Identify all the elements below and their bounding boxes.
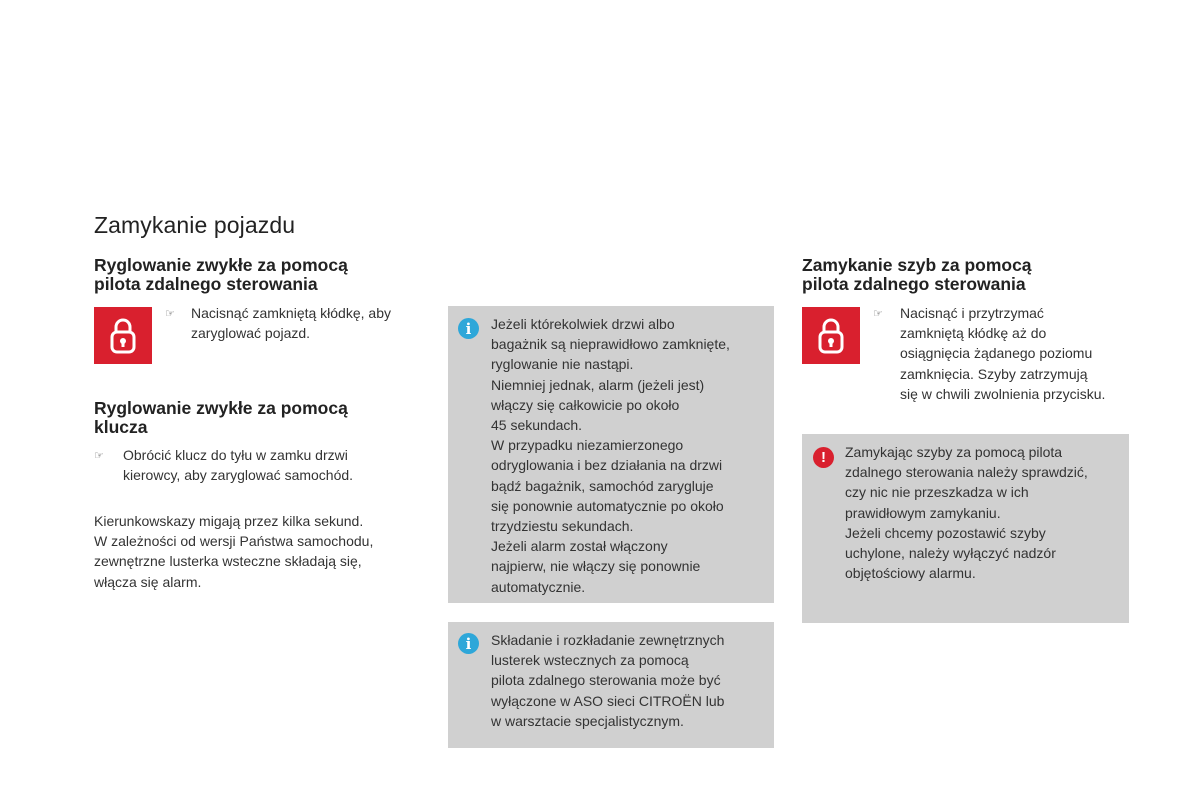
- note-line: pilota zdalnego sterowania może być: [491, 672, 721, 689]
- note-line: lusterek wstecznych za pomocą: [491, 652, 689, 669]
- info-icon: i: [458, 633, 479, 654]
- note-line: się ponownie automatycznie po około: [491, 497, 724, 514]
- section-title-remote-locking: [94, 256, 348, 294]
- paragraph-line: Kierunkowskazy migają przez kilka sekund.: [94, 513, 364, 529]
- instruction-key-lock: [94, 445, 414, 485]
- instruction-line: Obrócić klucz do tyłu w zamku drzwi: [123, 447, 348, 463]
- section-title-line: klucza: [94, 417, 148, 437]
- padlock-glyph: [108, 316, 138, 356]
- section-title-line: Zamykanie szyb za pomocą: [802, 255, 1032, 275]
- pointing-hand-icon: ☞: [94, 450, 104, 462]
- info-note-text: [491, 314, 730, 597]
- note-line: W przypadku niezamierzonego: [491, 437, 684, 454]
- info-note-text: [491, 630, 724, 731]
- note-line: prawidłowym zamykaniu.: [845, 504, 1001, 521]
- page-title: Zamykanie pojazdu: [94, 212, 296, 238]
- lock-effects-paragraph: [94, 511, 373, 592]
- instruction-line: zamknięcia. Szyby zatrzymują: [900, 365, 1088, 382]
- instruction-remote-lock: [165, 303, 425, 343]
- note-line: automatycznie.: [491, 578, 586, 595]
- padlock-closed-icon: [802, 307, 860, 364]
- note-line: włączy się całkowicie po około: [491, 396, 680, 413]
- info-note-doors: [448, 306, 774, 603]
- section-title-windows-closing: [802, 256, 1032, 294]
- info-note-mirrors: [448, 622, 774, 748]
- note-line: bądź bagażnik, samochód zarygluje: [491, 477, 714, 494]
- instruction-line: Nacisnąć i przytrzymać: [900, 305, 1044, 321]
- note-line: w warsztacie specjalistycznym.: [491, 712, 684, 729]
- note-line: uchylone, należy wyłączyć nadzór: [845, 545, 1056, 562]
- note-line: najpierw, nie włączy się ponownie: [491, 558, 701, 575]
- warning-note-text: [845, 442, 1088, 583]
- note-line: Jeżeli alarm został włączony: [491, 538, 668, 555]
- section-title-key-locking: [94, 399, 348, 437]
- section-title-line: pilota zdalnego sterowania: [802, 274, 1026, 294]
- instruction-line: kierowcy, aby zaryglować samochód.: [123, 467, 354, 484]
- note-line: czy nic nie przeszkadza w ich: [845, 484, 1029, 501]
- instruction-line: osiągnięcia żądanego poziomu: [900, 345, 1093, 362]
- paragraph-line: W zależności od wersji Państwa samochodu,: [94, 533, 374, 550]
- note-line: Jeżeli którekolwiek drzwi albo: [491, 316, 675, 332]
- info-icon: i: [458, 318, 479, 339]
- instruction-line: się w chwili zwolnienia przycisku.: [900, 385, 1106, 402]
- warning-note-windows: [802, 434, 1129, 623]
- note-line: zdalnego sterowania należy sprawdzić,: [845, 464, 1088, 481]
- note-line: Niemniej jednak, alarm (jeżeli jest): [491, 376, 705, 393]
- note-line: trzydziestu sekundach.: [491, 518, 634, 535]
- note-line: Zamykając szyby za pomocą pilota: [845, 444, 1063, 460]
- note-line: objętościowy alarmu.: [845, 565, 976, 582]
- section-title-line: Ryglowanie zwykłe za pomocą: [94, 255, 348, 275]
- warning-icon: !: [813, 447, 834, 468]
- instruction-line: Nacisnąć zamkniętą kłódkę, aby: [191, 305, 391, 321]
- pointing-hand-icon: ☞: [873, 308, 883, 320]
- note-line: wyłączone w ASO sieci CITROËN lub: [491, 692, 725, 709]
- padlock-closed-icon: [94, 307, 152, 364]
- paragraph-line: zewnętrzne lusterka wsteczne składają się,: [94, 553, 362, 570]
- instruction-line: zaryglować pojazd.: [191, 325, 311, 342]
- note-line: ryglowanie nie nastąpi.: [491, 356, 634, 373]
- note-line: 45 sekundach.: [491, 417, 583, 434]
- note-line: odryglowania i bez działania na drzwi: [491, 457, 723, 474]
- instruction-windows-close: [873, 303, 1143, 404]
- section-title-line: pilota zdalnego sterowania: [94, 274, 318, 294]
- note-line: Jeżeli chcemy pozostawić szyby: [845, 524, 1046, 541]
- section-title-line: Ryglowanie zwykłe za pomocą: [94, 398, 348, 418]
- pointing-hand-icon: ☞: [165, 308, 175, 320]
- instruction-line: zamkniętą kłódkę aż do: [900, 325, 1047, 342]
- note-line: Składanie i rozkładanie zewnętrznych: [491, 632, 725, 648]
- paragraph-line: włącza się alarm.: [94, 573, 202, 590]
- padlock-glyph: [816, 316, 846, 356]
- note-line: bagażnik są nieprawidłowo zamknięte,: [491, 336, 730, 353]
